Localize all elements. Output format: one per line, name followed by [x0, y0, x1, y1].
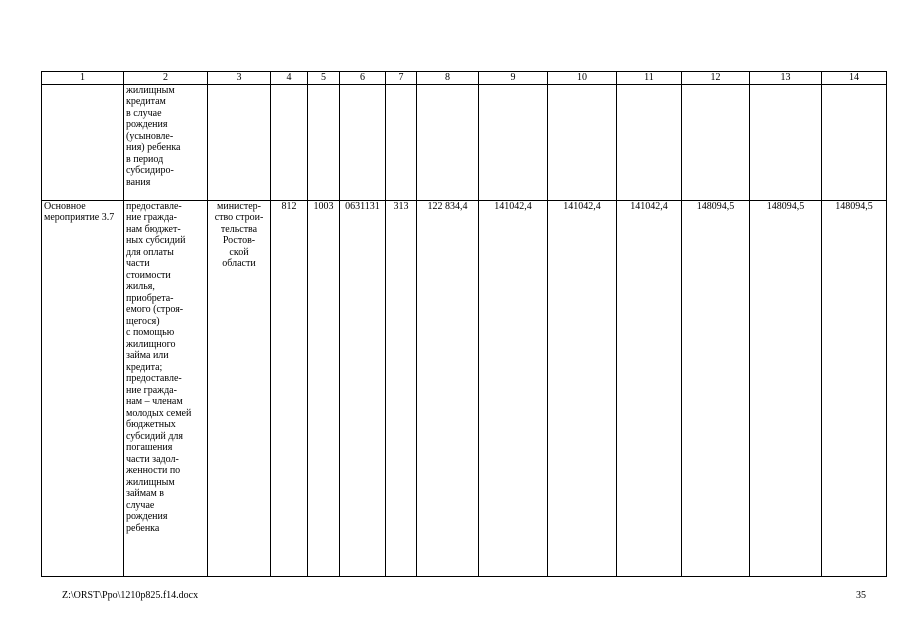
- cell-rzpr: 1003: [308, 200, 340, 576]
- text-line: ство строи-: [214, 212, 264, 223]
- cell-empty: [750, 84, 822, 200]
- text-line: займам в: [126, 488, 164, 499]
- header-cell: 13: [750, 72, 822, 85]
- text-line: кредита;: [126, 361, 163, 373]
- cell-vr: 313: [386, 200, 417, 576]
- text-line: в случае: [126, 107, 162, 119]
- cell-description: [124, 200, 208, 576]
- text-line: Ростов-: [222, 235, 256, 246]
- text-line: ние гражда-: [126, 212, 177, 223]
- header-cell: 7: [386, 72, 417, 85]
- cell-empty: [417, 84, 479, 200]
- text-line: ных субсидий: [126, 235, 186, 246]
- text-line: жилья,: [126, 281, 155, 292]
- program-table: [41, 71, 887, 577]
- text-line: нам бюджет-: [126, 223, 181, 235]
- cell-empty: [386, 84, 417, 200]
- text-line: ской: [229, 246, 249, 258]
- cell-executor: [208, 200, 271, 576]
- text-line: министер-: [217, 200, 261, 212]
- text-line: женности по: [126, 465, 181, 476]
- header-row: [42, 72, 887, 85]
- text-line: в период: [126, 153, 164, 165]
- header-cell: 11: [617, 72, 682, 85]
- cell-value: 141042,4: [479, 200, 548, 576]
- text-line: области: [222, 258, 256, 269]
- text-line: бюджетных: [126, 419, 176, 430]
- header-cell: 8: [417, 72, 479, 85]
- cell-empty: [42, 84, 124, 200]
- text-line: части: [126, 258, 150, 269]
- cell-empty: [617, 84, 682, 200]
- header-cell: 12: [682, 72, 750, 85]
- text-line: щегося): [126, 315, 160, 327]
- cell-value: 141042,4: [548, 200, 617, 576]
- text-line: для оплаты: [126, 246, 174, 258]
- cell-empty: [271, 84, 308, 200]
- text-line: жилищным: [126, 476, 175, 488]
- text-line: мероприятие 3.7: [44, 212, 115, 223]
- text-line: займа или: [126, 350, 169, 361]
- header-cell: 5: [308, 72, 340, 85]
- table-row: [42, 84, 887, 200]
- cell-value: 148094,5: [822, 200, 887, 576]
- text-line: с помощью: [126, 327, 175, 338]
- text-line: кредитам: [126, 96, 166, 107]
- text-line: емого (строя-: [126, 304, 184, 315]
- text-line: молодых семей: [126, 407, 192, 419]
- cell-grbs: 812: [271, 200, 308, 576]
- cell-description: [124, 84, 208, 200]
- text-line: (усыновле-: [126, 130, 174, 142]
- text-line: погашения: [126, 442, 173, 453]
- cell-empty: [822, 84, 887, 200]
- header-cell: 14: [822, 72, 887, 85]
- text-line: случае: [126, 499, 155, 511]
- text-line: рождения: [126, 119, 168, 130]
- cell-value: 122 834,4: [417, 200, 479, 576]
- cell-empty: [308, 84, 340, 200]
- cell-activity-name: [42, 200, 124, 576]
- text-line: стоимости: [126, 269, 171, 281]
- cell-value: 148094,5: [750, 200, 822, 576]
- cell-empty: [208, 84, 271, 200]
- text-line: приобрета-: [126, 292, 174, 304]
- header-cell: 2: [124, 72, 208, 85]
- cell-empty: [340, 84, 386, 200]
- cell-value: 141042,4: [617, 200, 682, 576]
- header-cell: 1: [42, 72, 124, 85]
- text-line: предоставле-: [126, 373, 182, 384]
- text-line: жилищного: [126, 338, 176, 350]
- page-number: 35: [856, 590, 866, 601]
- text-line: Основное: [44, 200, 86, 212]
- header-cell: 9: [479, 72, 548, 85]
- text-line: вания: [126, 176, 151, 188]
- cell-empty: [479, 84, 548, 200]
- header-cell: 6: [340, 72, 386, 85]
- text-line: нам – членам: [126, 396, 183, 407]
- text-line: рождения: [126, 511, 168, 522]
- cell-empty: [682, 84, 750, 200]
- text-line: части задол-: [126, 453, 179, 465]
- text-line: субсидий для: [126, 430, 184, 442]
- text-line: ребенка: [126, 522, 160, 534]
- table-row: [42, 200, 887, 576]
- text-line: ние гражда-: [126, 384, 177, 396]
- header-cell: 4: [271, 72, 308, 85]
- cell-value: 148094,5: [682, 200, 750, 576]
- cell-csr: 0631131: [340, 200, 386, 576]
- header-cell: 3: [208, 72, 271, 85]
- text-line: жилищным: [126, 84, 175, 96]
- text-line: предоставле-: [126, 200, 182, 212]
- header-cell: 10: [548, 72, 617, 85]
- footer-file-path: Z:\ORST\Ppo\1210p825.f14.docx: [62, 590, 199, 601]
- text-line: ния) ребенка: [126, 142, 181, 153]
- cell-empty: [548, 84, 617, 200]
- text-line: субсидиро-: [126, 165, 174, 176]
- text-line: тельства: [220, 223, 258, 235]
